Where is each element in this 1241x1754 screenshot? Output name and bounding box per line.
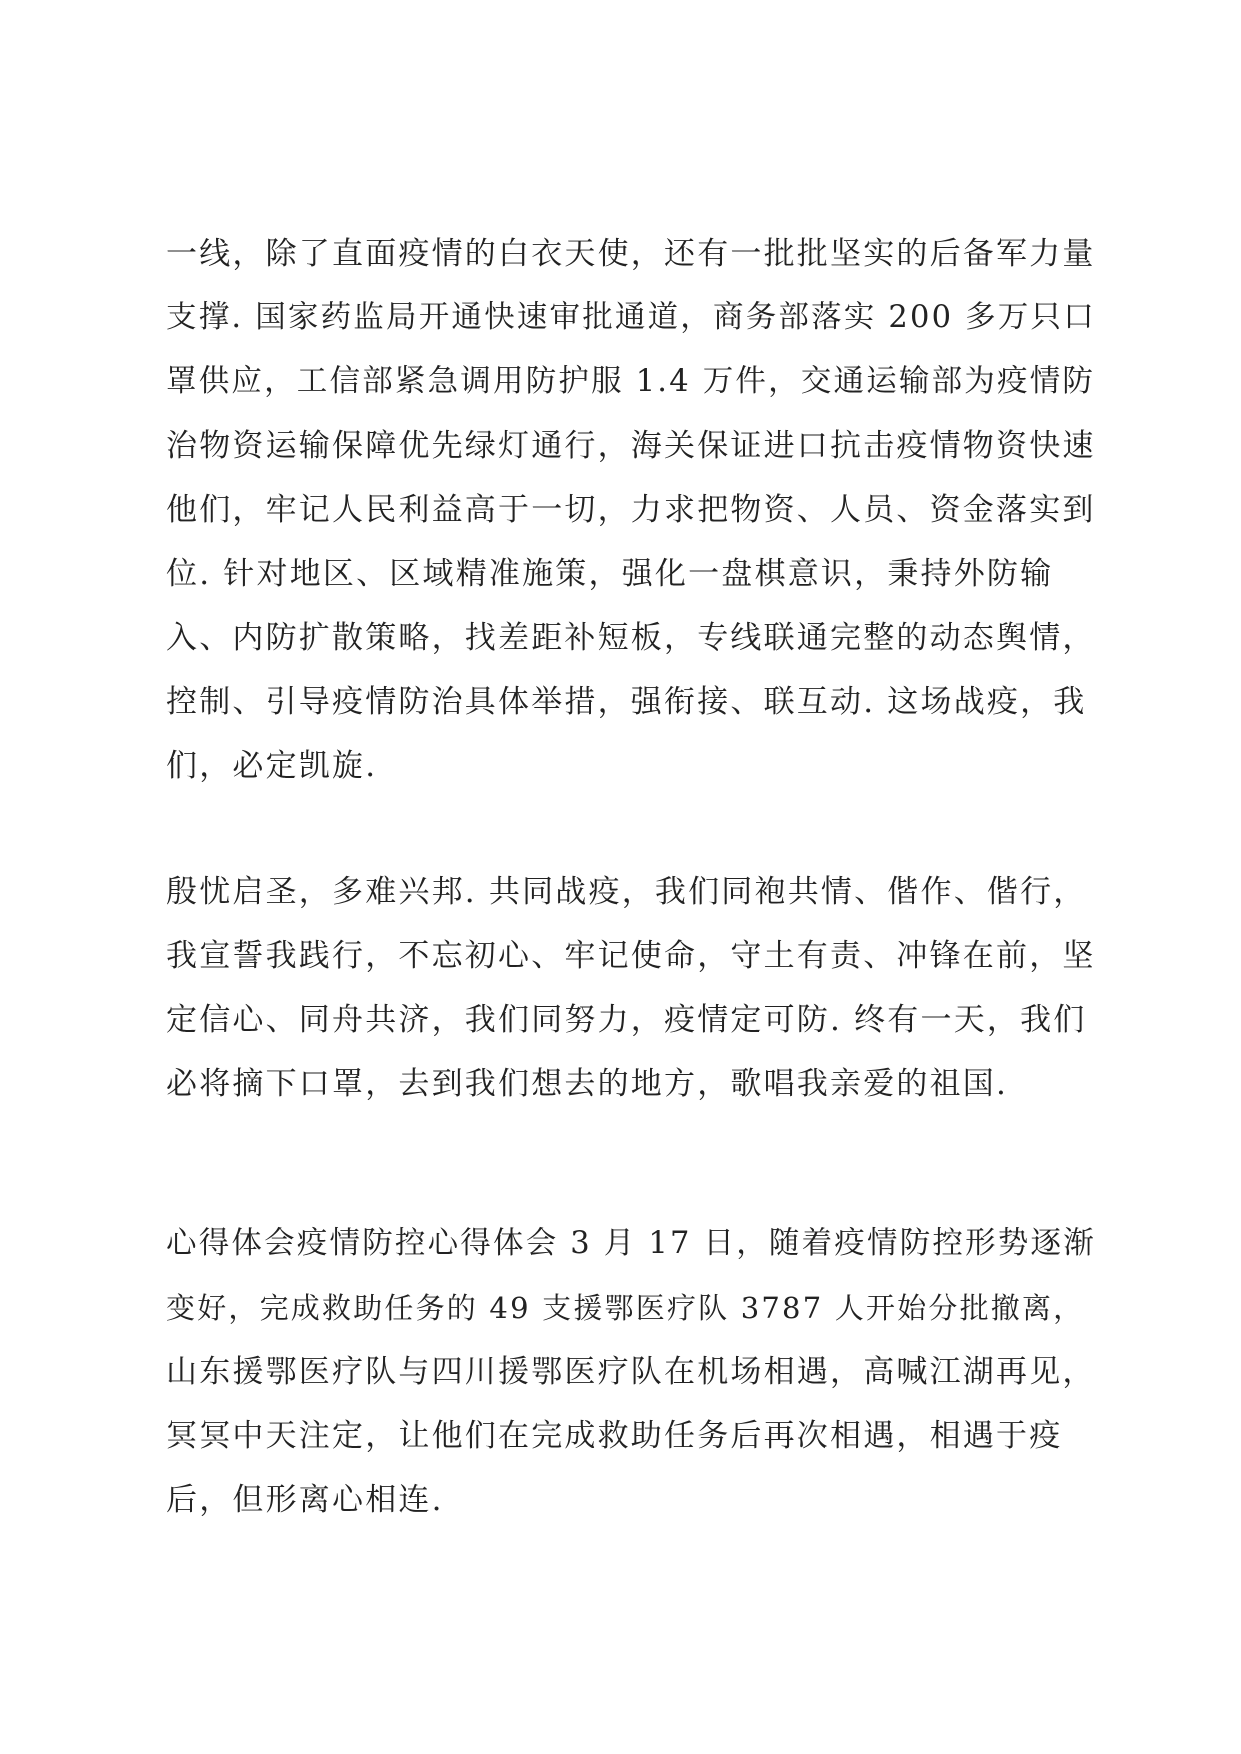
paragraph-line: 们，必定凯旋.: [166, 748, 378, 784]
paragraph-line: 一线，除了直面疫情的白衣天使，还有一批批坚实的后备军力量: [166, 236, 1096, 272]
paragraph-line: 罩供应，工信部紧急调用防护服 1.4 万件，交通运输部为疫情防: [166, 364, 1096, 399]
paragraph-line: 后，但形离心相连.: [166, 1482, 444, 1518]
paragraph-medical-teams: [166, 1212, 1096, 1532]
paragraph-line: 支撑. 国家药监局开通快速审批通道，商务部落实 200 多万只口: [166, 300, 1096, 335]
paragraph-line: 殷忧启圣，多难兴邦. 共同战疫，我们同袍共情、偕作、偕行，: [166, 874, 1087, 910]
paragraph-line: 位. 针对地区、区域精准施策，强化一盘棋意识，秉持外防输: [166, 556, 1054, 592]
paragraph-line: 必将摘下口罩，去到我们想去的地方，歌唱我亲爱的祖国.: [166, 1066, 1009, 1102]
paragraph-line: 他们，牢记人民利益高于一切，力求把物资、人员、资金落实到: [166, 492, 1096, 528]
paragraph-line: 心得体会疫情防控心得体会 3 月 17 日，随着疫情防控形势逐渐: [166, 1226, 1096, 1261]
paragraph-line: 变好，完成救助任务的 49 支援鄂医疗队 3787 人开始分批撤离，: [166, 1291, 1085, 1325]
paragraph-common-fight: [166, 860, 1096, 1116]
paragraph-line: 我宣誓我践行，不忘初心、牢记使命，守土有责、冲锋在前，坚: [166, 938, 1096, 974]
paragraph-line: 入、内防扩散策略，找差距补短板，专线联通完整的动态舆情，: [166, 620, 1096, 656]
paragraph-line: 治物资运输保障优先绿灯通行，海关保证进口抗击疫情物资快速: [166, 428, 1096, 464]
paragraph-supply-support: [166, 222, 1096, 798]
paragraph-line: 冥冥中天注定，让他们在完成救助任务后再次相遇，相遇于疫: [166, 1418, 1063, 1454]
paragraph-line: 控制、引导疫情防治具体举措，强衔接、联互动. 这场战疫，我: [166, 684, 1087, 720]
paragraph-line: 山东援鄂医疗队与四川援鄂医疗队在机场相遇，高喊江湖再见，: [166, 1354, 1096, 1390]
paragraph-line: 定信心、同舟共济，我们同努力，疫情定可防. 终有一天，我们: [166, 1002, 1087, 1038]
